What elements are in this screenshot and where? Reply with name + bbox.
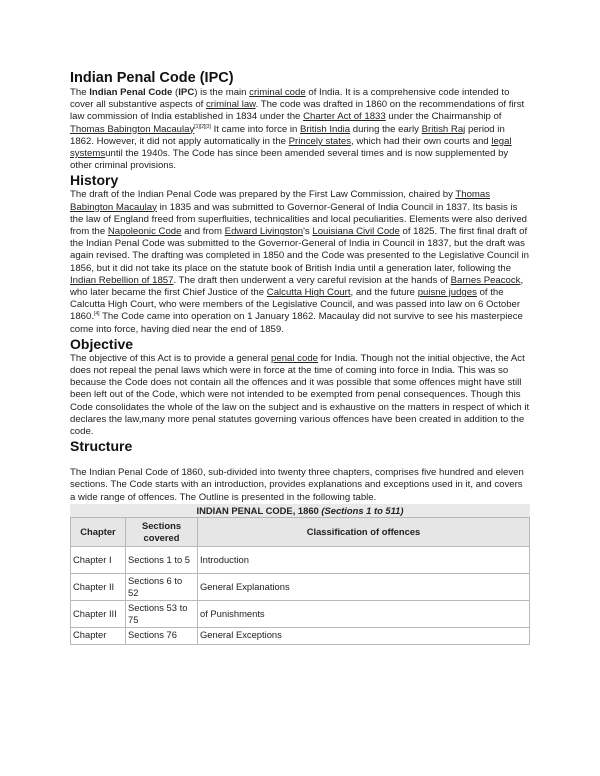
cell-classification: General Explanations — [198, 573, 530, 600]
spacer — [70, 455, 530, 467]
cell-classification: General Exceptions — [198, 627, 530, 644]
link-barnes-peacock[interactable]: Barnes Peacock — [450, 274, 521, 286]
table-caption: INDIAN PENAL CODE, 1860 (Sections 1 to 511) — [70, 504, 530, 517]
cell-sections: Sections 53 to 75 — [126, 600, 198, 627]
citation-1-2-3[interactable]: [1][2][3] — [194, 123, 211, 130]
cell-classification: of Punishments — [198, 600, 530, 627]
history-paragraph: The draft of the Indian Penal Code was prepared by the First Law Commission, chaired by Thomas Babington Macaulay in 1835 and was submitted to Governor-General of India Council in 1837. Its basis is the law of England freed from superfluities, technicalities and local peculiarities. Elements were also derived from the Napoleonic Code and from Edward Livingston's Louisiana Civil Code of 1825. The first final draft of the Indian Penal Code was submitted to the Governor-General of India in Council in 1837, but the draft was again revised. The drafting was completed in 1850 and the Code was presented to the Legislative Council in 1856, but it did not take its place on the statute book of British India until a generation later, following the Indian Rebellion of 1857. The draft then underwent a very careful revision at the hands of Barnes Peacock, who later became the first Chief Justice of the Calcutta High Court, and the future puisne judges of the Calcutta High Court, who were members of the Legislative Council, and was passed into law on 6 October 1860.[4] The Code came into operation on 1 January 1862. Macaulay did not survive to see his masterpiece come into force, having died near the end of 1859. — [70, 189, 530, 335]
section-heading-structure: Structure — [70, 438, 133, 455]
column-header-chapter: Chapter — [71, 517, 126, 546]
table-header-row — [71, 517, 530, 546]
intro-paragraph: The Indian Penal Code (IPC) is the main criminal code of India. It is a comprehensive code intended to cover all substantive aspects of criminal law. The code was drafted in 1860 on the recommendations of first law commission of India established in 1834 under the Charter Act of 1833 under the Chairmanship of Thomas Babington Macaulay[1][2][3] It came into force in British India during the early British Raj period in 1862. However, it did not apply automatically in the Princely states, which had their own courts and legal systemsuntil the 1940s. The Code has since been amended several times and is now supplemented by other criminal provisions. — [70, 87, 525, 172]
section-heading-objective: Objective — [70, 335, 134, 352]
document-page — [70, 70, 530, 645]
cell-chapter: Chapter — [71, 627, 126, 644]
link-british-raj[interactable]: British Raj — [421, 123, 466, 135]
table-row — [71, 546, 530, 573]
citation-4[interactable]: [4] — [94, 311, 100, 318]
structure-paragraph: The Indian Penal Code of 1860, sub-divided into twenty three chapters, comprises five hundred and eleven sections. The Code starts with an introduction, provides explanations and exceptions used in it, and covers a wide range of offences. The Outline is presented in the following table. — [70, 467, 524, 503]
table-row — [71, 627, 530, 644]
link-british-india[interactable]: British India — [300, 123, 351, 135]
column-header-classification: Classification of offences — [198, 517, 530, 546]
link-louisiana-civil-code[interactable]: Louisiana Civil Code — [312, 226, 400, 238]
link-indian-rebellion-1857[interactable]: Indian Rebellion of 1857 — [70, 274, 174, 286]
link-edward-livingston[interactable]: Edward Livingston — [224, 226, 304, 238]
section-heading-history: History — [70, 172, 119, 189]
table-row — [71, 600, 530, 627]
link-legal-systems[interactable]: legal systems — [70, 135, 512, 160]
link-criminal-law[interactable]: criminal law — [205, 99, 256, 111]
link-calcutta-high-court[interactable]: Calcutta High Court — [266, 287, 351, 299]
cell-chapter: Chapter I — [71, 546, 126, 573]
page-title: Indian Penal Code (IPC) — [70, 70, 234, 86]
ipc-outline-table — [70, 517, 530, 645]
cell-classification: Introduction — [198, 546, 530, 573]
link-thomas-macaulay-2[interactable]: Thomas Babington Macaulay — [70, 189, 491, 213]
link-criminal-code[interactable]: criminal code — [249, 87, 306, 98]
column-header-sections: Sections covered — [126, 517, 198, 546]
link-princely-states[interactable]: Princely states — [288, 135, 352, 147]
link-penal-code[interactable]: penal code — [271, 352, 318, 364]
cell-chapter: Chapter III — [71, 600, 126, 627]
link-charter-act-1833[interactable]: Charter Act of 1833 — [303, 111, 386, 123]
table-row — [71, 573, 530, 600]
cell-sections: Sections 76 — [126, 627, 198, 644]
link-thomas-macaulay[interactable]: Thomas Babington Macaulay — [70, 123, 195, 135]
link-napoleonic-code[interactable]: Napoleonic Code — [107, 226, 182, 238]
objective-paragraph: The objective of this Act is to provide a general penal code for India. Though not the initial objective, the Act does not repeal the penal laws which were in force at the time of coming into force in India. This was so because the Code does not contain all the offences and it was possible that some offences might have still been left out of the Code, which were not intended to be exempted from penal consequences. Though this Code consolidates the whole of the law on the subject and is exhaustive on the matters in respect of which it declares the law,many more penal statutes governing various offences have been created in addition to the code. — [70, 352, 530, 438]
cell-chapter: Chapter II — [71, 573, 126, 600]
link-puisne-judges[interactable]: puisne judges — [417, 287, 477, 299]
cell-sections: Sections 1 to 5 — [126, 546, 198, 573]
cell-sections: Sections 6 to 52 — [126, 573, 198, 600]
